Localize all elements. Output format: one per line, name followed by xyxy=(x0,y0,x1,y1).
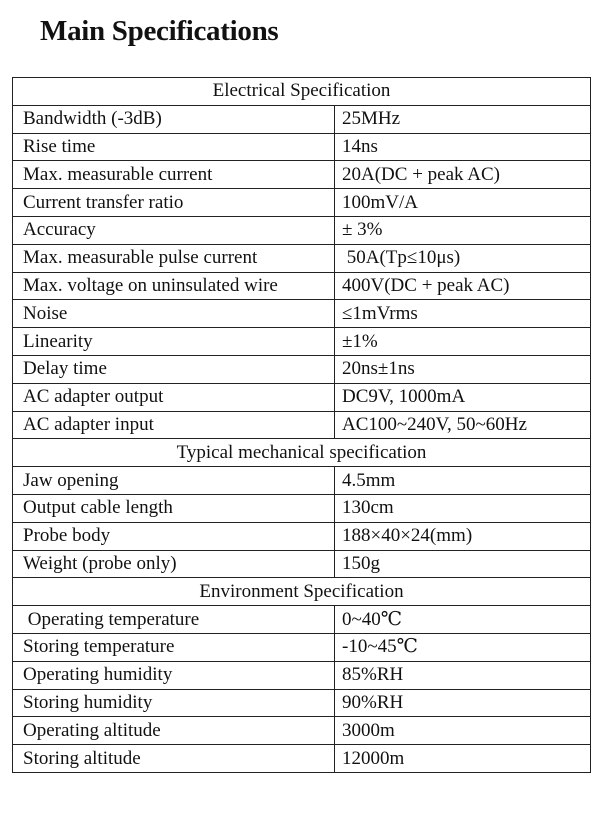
spec-label: Output cable length xyxy=(13,494,335,522)
section-header-row xyxy=(13,439,591,467)
table-row xyxy=(13,383,591,411)
spec-label: Linearity xyxy=(13,328,335,356)
spec-label: Max. measurable pulse current xyxy=(13,244,335,272)
table-row xyxy=(13,328,591,356)
spec-label: Storing temperature xyxy=(13,633,335,661)
spec-table xyxy=(12,77,591,773)
table-row xyxy=(13,161,591,189)
spec-value: 0~40℃ xyxy=(335,606,591,634)
spec-value: 90%RH xyxy=(335,689,591,717)
spec-value: -10~45℃ xyxy=(335,633,591,661)
table-row xyxy=(13,216,591,244)
page-title: Main Specifications xyxy=(40,15,279,47)
section-header-row xyxy=(13,78,591,106)
table-row xyxy=(13,633,591,661)
table-row xyxy=(13,717,591,745)
section-heading: Environment Specification xyxy=(13,578,591,606)
table-row xyxy=(13,105,591,133)
spec-value: 400V(DC + peak AC) xyxy=(335,272,591,300)
spec-value: 4.5mm xyxy=(335,467,591,495)
spec-label: Bandwidth (-3dB) xyxy=(13,105,335,133)
spec-label: AC adapter input xyxy=(13,411,335,439)
spec-value: ≤1mVrms xyxy=(335,300,591,328)
spec-label: Probe body xyxy=(13,522,335,550)
table-row xyxy=(13,244,591,272)
spec-label: Jaw opening xyxy=(13,467,335,495)
section-heading: Electrical Specification xyxy=(13,78,591,106)
spec-table-body xyxy=(13,78,591,773)
table-row xyxy=(13,355,591,383)
table-row xyxy=(13,189,591,217)
spec-value: 130cm xyxy=(335,494,591,522)
spec-label: Weight (probe only) xyxy=(13,550,335,578)
spec-value: 25MHz xyxy=(335,105,591,133)
spec-label: Operating altitude xyxy=(13,717,335,745)
spec-value: 150g xyxy=(335,550,591,578)
spec-label: Noise xyxy=(13,300,335,328)
spec-label: AC adapter output xyxy=(13,383,335,411)
spec-value: 12000m xyxy=(335,745,591,773)
table-row xyxy=(13,467,591,495)
spec-label: Max. voltage on uninsulated wire xyxy=(13,272,335,300)
spec-value: 50A(Tp≤10μs) xyxy=(335,244,591,272)
table-row xyxy=(13,661,591,689)
spec-value: AC100~240V, 50~60Hz xyxy=(335,411,591,439)
table-row xyxy=(13,300,591,328)
spec-value: ±1% xyxy=(335,328,591,356)
spec-label: Current transfer ratio xyxy=(13,189,335,217)
spec-value: 3000m xyxy=(335,717,591,745)
table-row xyxy=(13,689,591,717)
table-row xyxy=(13,272,591,300)
table-row xyxy=(13,745,591,773)
spec-value: 188×40×24(mm) xyxy=(335,522,591,550)
spec-label: Accuracy xyxy=(13,216,335,244)
spec-value: 20ns±1ns xyxy=(335,355,591,383)
spec-label: Operating temperature xyxy=(13,606,335,634)
table-row xyxy=(13,550,591,578)
spec-value: ± 3% xyxy=(335,216,591,244)
section-heading: Typical mechanical specification xyxy=(13,439,591,467)
spec-label: Rise time xyxy=(13,133,335,161)
table-row xyxy=(13,133,591,161)
table-row xyxy=(13,522,591,550)
spec-label: Operating humidity xyxy=(13,661,335,689)
spec-value: 14ns xyxy=(335,133,591,161)
spec-value: 85%RH xyxy=(335,661,591,689)
section-header-row xyxy=(13,578,591,606)
spec-label: Max. measurable current xyxy=(13,161,335,189)
table-row xyxy=(13,411,591,439)
spec-value: 20A(DC + peak AC) xyxy=(335,161,591,189)
table-row xyxy=(13,494,591,522)
table-row xyxy=(13,606,591,634)
spec-value: 100mV/A xyxy=(335,189,591,217)
spec-label: Storing humidity xyxy=(13,689,335,717)
spec-value: DC9V, 1000mA xyxy=(335,383,591,411)
spec-label: Delay time xyxy=(13,355,335,383)
spec-label: Storing altitude xyxy=(13,745,335,773)
